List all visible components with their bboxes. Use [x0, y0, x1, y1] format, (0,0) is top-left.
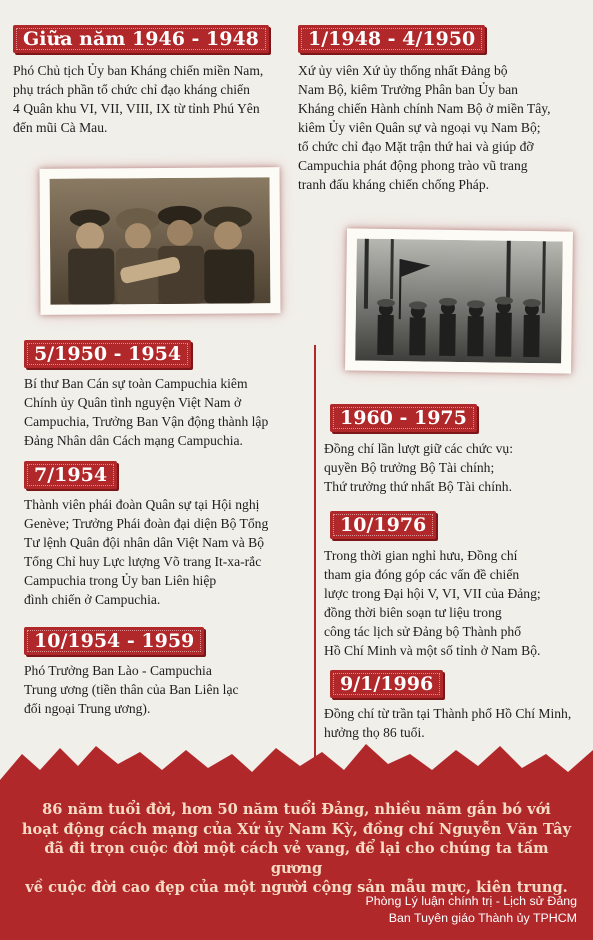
text-line: Đồng chí từ trần tại Thành phố Hồ Chí Minh,: [324, 706, 572, 721]
text-line: Tư lệnh Quân đội nhân dân Việt Nam và Bộ: [24, 535, 264, 550]
text-line: Trong thời gian nghỉ hưu, Đồng chí: [324, 548, 518, 563]
text-line: Trung ương (tiền thân của Ban Liên lạc: [24, 682, 239, 697]
text-line: đến mũi Cà Mau.: [13, 120, 108, 135]
text-line: Thứ trưởng thứ nhất Bộ Tài chính.: [324, 479, 512, 494]
text-line: đối ngoại Trung ương).: [24, 701, 151, 716]
date-badge: Giữa năm 1946 - 1948: [13, 25, 269, 53]
text-line: Thành viên phái đoàn Quân sự tại Hội nghị: [24, 497, 260, 512]
quote-line: 86 năm tuổi đời, hơn 50 năm tuổi Đảng, nhiều năm gắn bó với: [42, 801, 551, 818]
text-line: Campuchia phát động phong trào vũ trang: [298, 158, 528, 173]
event-description: [13, 61, 303, 137]
date-badge: 1/1948 - 4/1950: [298, 25, 485, 53]
photo-soldiers-group: [39, 167, 280, 315]
event-description: [324, 439, 586, 496]
bw-photo-image: [355, 239, 563, 364]
sepia-photo-image: [50, 177, 271, 305]
text-line: Bí thư Ban Cán sự toàn Campuchia kiêm: [24, 376, 248, 391]
text-line: Xứ ủy viên Xứ ủy thống nhất Đảng bộ: [298, 63, 508, 78]
event-description: [324, 704, 586, 742]
text-line: phụ trách phần tổ chức chỉ đạo kháng chiến: [13, 82, 250, 97]
source-credit: [366, 893, 577, 927]
text-line: 4 Quân khu VI, VII, VIII, IX từ tỉnh Phú Yên: [13, 101, 260, 116]
date-badge: 7/1954: [24, 461, 117, 489]
text-line: Genève; Trưởng Phái đoàn đại diện Bộ Tổng: [24, 516, 269, 531]
quote-line: hoạt động cách mạng của Xứ ủy Nam Kỳ, đồng chí Nguyễn Văn Tây: [21, 820, 572, 838]
date-badge: 10/1976: [330, 511, 436, 539]
text-line: Kháng chiến Hành chính Nam Bộ ở miền Tây,: [298, 101, 551, 116]
text-line: đồng thời biên soạn tư liệu trong: [324, 605, 502, 620]
quote-line: đã đi trọn cuộc đời một cách vẻ vang, để lại cho chúng ta tấm gương: [44, 840, 549, 877]
text-line: Chính ủy Quân tình nguyện Việt Nam ở: [24, 395, 242, 410]
text-line: Đồng chí lần lượt giữ các chức vụ:: [324, 441, 513, 456]
text-line: Nam Bộ, kiêm Trưởng Phân ban Ủy ban: [298, 82, 518, 97]
date-badge: 9/1/1996: [330, 670, 443, 698]
event-description: [24, 495, 309, 609]
text-line: lược trong Đại hội V, VI, VII của Đảng;: [324, 586, 541, 601]
text-line: Campuchia trong Ủy ban Liên hiệp: [24, 573, 217, 588]
text-line: Đảng Nhân dân Cách mạng Campuchia.: [24, 433, 243, 448]
text-line: quyền Bộ trưởng Bộ Tài chính;: [324, 460, 495, 475]
timeline-divider: [314, 345, 316, 765]
text-line: Campuchia, Trưởng Ban Vận động thành lập: [24, 414, 269, 429]
date-badge: 10/1954 - 1959: [24, 627, 204, 655]
text-line: hưởng thọ 86 tuổi.: [324, 725, 425, 740]
source-line: Ban Tuyên giáo Thành ủy TPHCM: [388, 911, 577, 925]
date-badge: 5/1950 - 1954: [24, 340, 191, 368]
text-line: Hồ Chí Minh và một số tỉnh ở Nam Bộ.: [324, 643, 541, 658]
date-badge: 1960 - 1975: [330, 404, 477, 432]
event-description: [24, 661, 309, 718]
event-description: [324, 546, 586, 660]
text-line: Phó Trưởng Ban Lào - Campuchia: [24, 663, 212, 678]
text-line: kiêm Ủy viên Quân sự và ngoại vụ Nam Bộ;: [298, 120, 541, 135]
text-line: Tổng Chỉ huy Lực lượng Võ trang It-xa-rắc: [24, 554, 262, 569]
text-line: tham gia đóng góp các vấn đề chiến: [324, 567, 520, 582]
text-line: công tác lịch sử Đảng bộ Thành phố: [324, 624, 522, 639]
text-line: tổ chức chỉ đạo Mặt trận thứ hai và giúp đỡ: [298, 139, 534, 154]
closing-quote: [18, 800, 575, 898]
text-line: tranh đấu kháng chiến chống Pháp.: [298, 177, 490, 192]
photo-troops-flag: [345, 228, 573, 373]
text-line: đình chiến ở Campuchia.: [24, 592, 161, 607]
event-description: [24, 374, 309, 450]
quote-line: về cuộc đời cao đẹp của một người cộng sản mẫu mực, kiên trung.: [25, 879, 568, 896]
source-line: Phòng Lý luận chính trị - Lịch sử Đảng: [365, 894, 577, 908]
text-line: Phó Chủ tịch Ủy ban Kháng chiến miền Nam,: [13, 63, 264, 78]
event-description: [298, 61, 588, 194]
